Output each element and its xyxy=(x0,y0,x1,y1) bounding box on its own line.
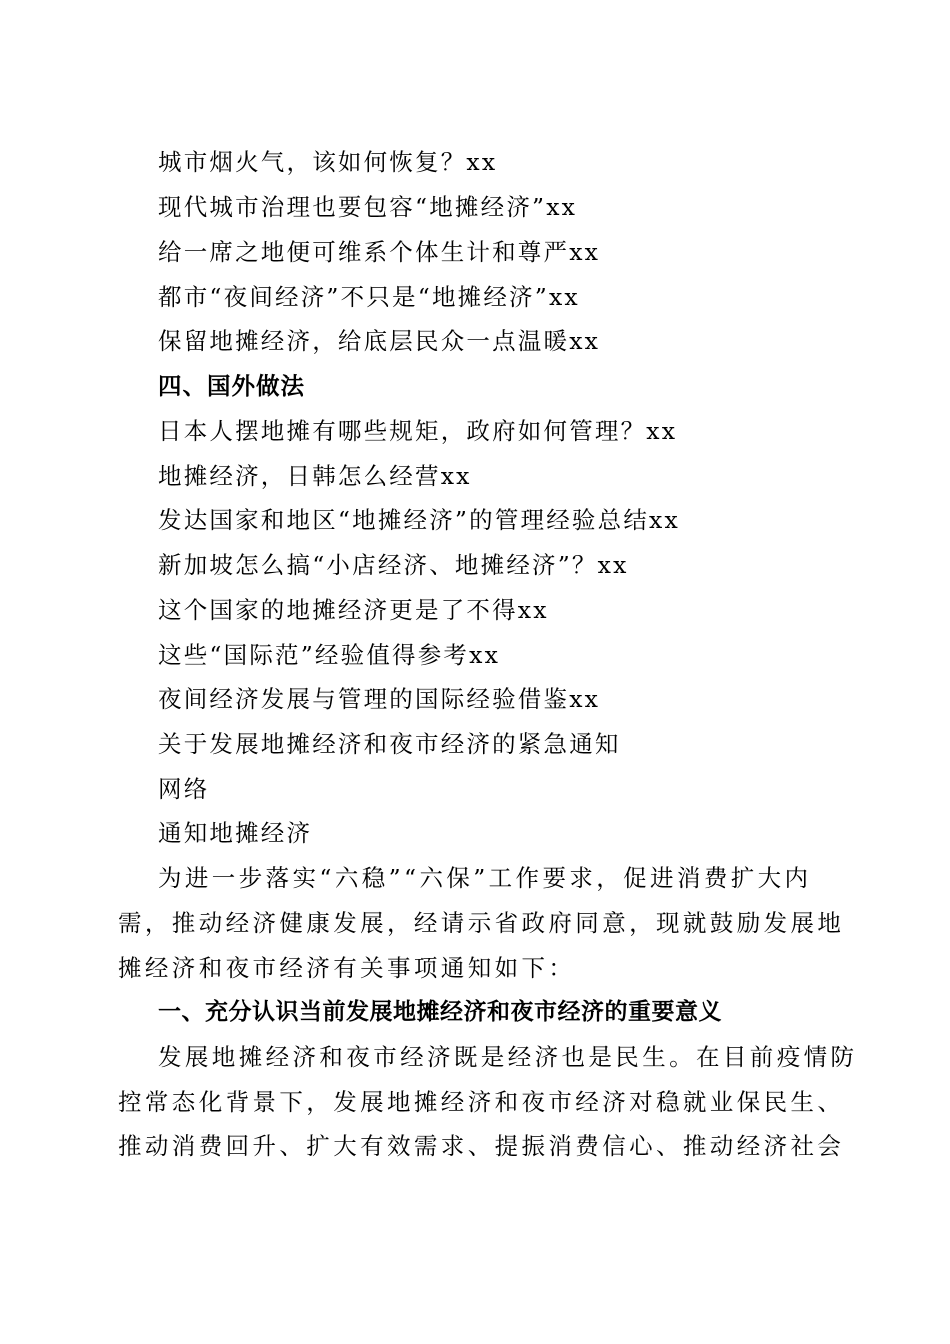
list-item: 保留地摊经济，给底层民众一点温暖xx xyxy=(158,327,601,355)
list-item: 这些“国际范”经验值得参考xx xyxy=(158,641,501,669)
list-item: 通知地摊经济 xyxy=(158,819,313,847)
list-item: 发达国家和地区“地摊经济”的管理经验总结xx xyxy=(158,506,680,534)
list-item: 日本人摆地摊有哪些规矩，政府如何管理？xx xyxy=(158,417,678,445)
list-item: 网络 xyxy=(158,775,210,803)
paragraph-line: 控常态化背景下，发展地摊经济和夜市经济对稳就业保民生、 xyxy=(118,1088,845,1116)
list-item: 新加坡怎么搞“小店经济、地摊经济”？xx xyxy=(158,551,629,579)
list-item: 这个国家的地摊经济更是了不得xx xyxy=(158,596,549,624)
list-item: 都市“夜间经济”不只是“地摊经济”xx xyxy=(158,283,580,311)
paragraph-line: 推动消费回升、扩大有效需求、提振消费信心、推动经济社会 xyxy=(118,1132,845,1160)
section-heading: 四、国外做法 xyxy=(158,372,305,400)
paragraph-line: 需，推动经济健康发展，经请示省政府同意，现就鼓励发展地 xyxy=(118,909,845,937)
paragraph-line: 为进一步落实“六稳”“六保”工作要求，促进消费扩大内 xyxy=(158,864,812,892)
list-item: 现代城市治理也要包容“地摊经济”xx xyxy=(158,193,578,221)
subheading: 一、充分认识当前发展地摊经济和夜市经济的重要意义 xyxy=(158,999,722,1025)
list-item: 关于发展地摊经济和夜市经济的紧急通知 xyxy=(158,730,621,758)
paragraph-line: 发展地摊经济和夜市经济既是经济也是民生。在目前疫情防 xyxy=(158,1043,858,1071)
list-item: 给一席之地便可维系个体生计和尊严xx xyxy=(158,238,601,266)
list-item: 城市烟火气，该如何恢复？xx xyxy=(158,148,498,176)
paragraph-line: 摊经济和夜市经济有关事项通知如下： xyxy=(118,954,576,982)
list-item: 地摊经济，日韩怎么经营xx xyxy=(158,462,472,490)
list-item: 夜间经济发展与管理的国际经验借鉴xx xyxy=(158,685,601,713)
